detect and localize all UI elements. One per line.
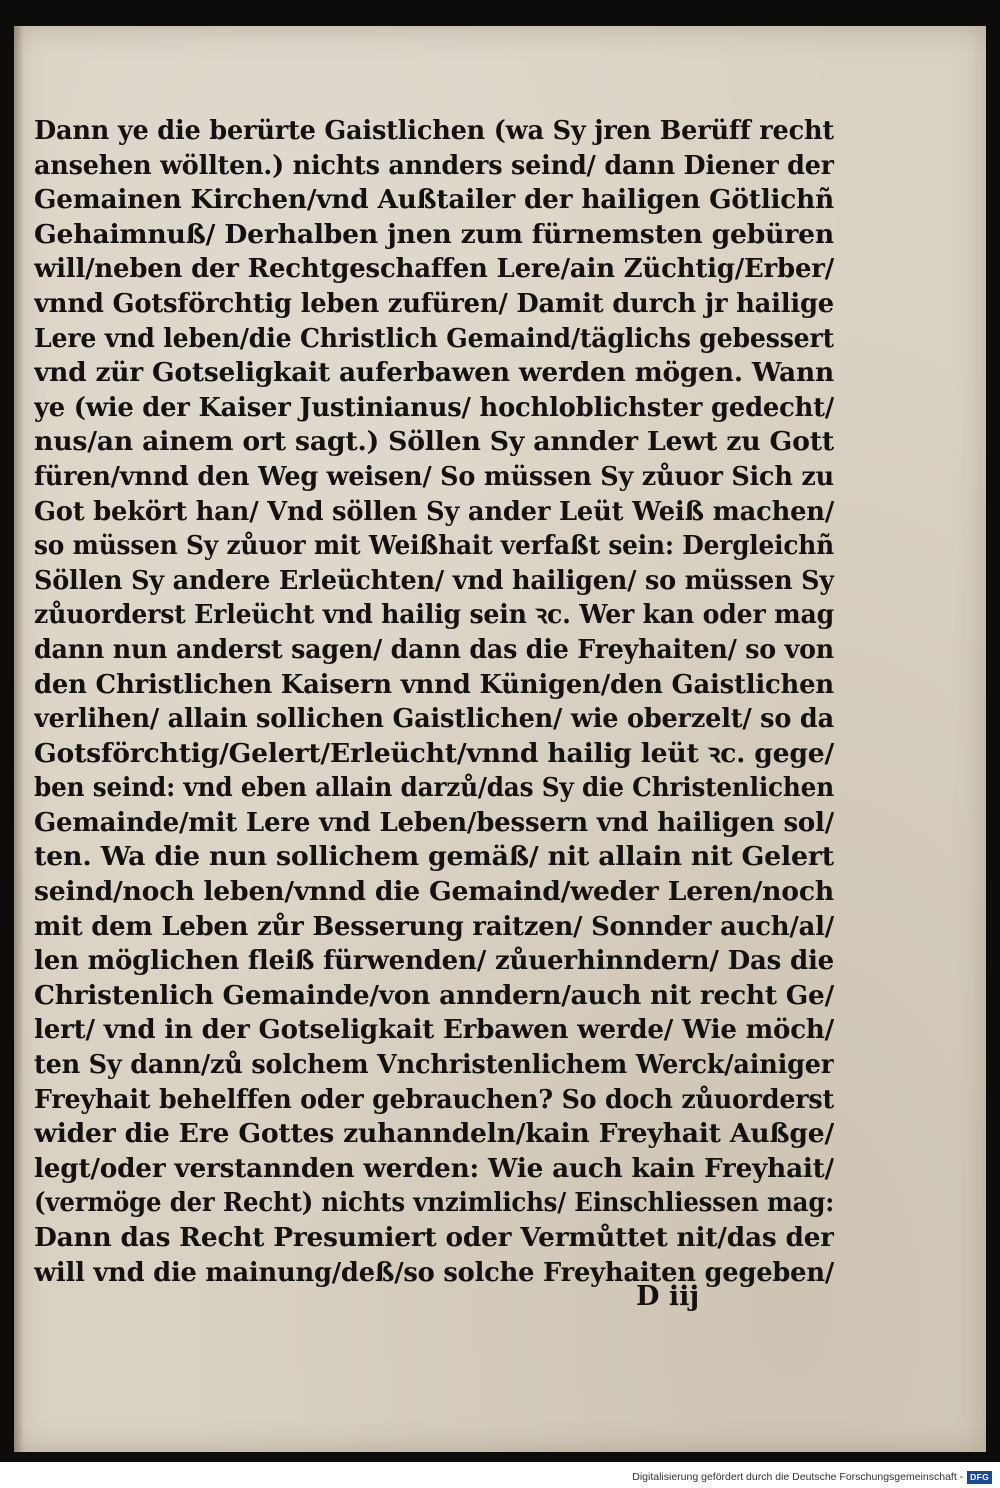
text-line: Gemainen Kirchen/vnd Außtailer der hailigen Götlichñ <box>34 185 835 216</box>
text-line: Gotsförchtig/Gelert/Erleücht/vnnd hailig leüt ꝛc. gege/ <box>34 738 835 769</box>
text-line: ye (wie der Kaiser Justinianus/ hochloblichster gedecht/ <box>34 392 835 423</box>
text-line: lert/ vnd in der Gotseligkait Erbawen werde/ Wie möch/ <box>34 1015 834 1046</box>
text-line: legt/oder verstannden werden: Wie auch kain Freyhait/ <box>34 1153 835 1184</box>
text-line: Christenlich Gemainde/von anndern/auch nit recht Ge/ <box>34 980 835 1011</box>
signature-mark: D iij <box>636 1281 700 1312</box>
text-line: will/neben der Rechtgeschaffen Lere/ain Züchtig/Erber/ <box>34 254 835 285</box>
text-line: Got bekört han/ Vnd söllen Sy ander Leüt Weiß machen/ <box>34 496 835 527</box>
footer-credit-text: Digitalisierung gefördert durch die Deutsche Forschungsgemeinschaft - <box>632 1471 964 1483</box>
text-line: füren/vnnd den Weg weisen/ So müssen Sy zůuor Sich zu <box>34 461 834 492</box>
text-line: Dann ye die berürte Gaistlichen (wa Sy jren Berüff recht <box>34 116 834 146</box>
text-line: wider die Ere Gottes zuhanndeln/kain Freyhait Außge/ <box>34 1119 835 1150</box>
text-line: mit dem Leben zůr Besserung raitzen/ Sonnder auch/al/ <box>34 911 835 942</box>
text-line: Lere vnd leben/die Christlich Gemaind/täglichs gebessert <box>34 323 835 354</box>
text-line: seind/noch leben/vnnd die Gemaind/weder Leren/noch <box>34 877 835 908</box>
text-line: vnnd Gotsförchtig leben zufüren/ Damit durch jr hailige <box>34 288 835 319</box>
text-line: will vnd die mainung/deß/so solche Freyhaiten gegeben/ <box>34 1257 835 1288</box>
text-line: ten Sy dann/zů solchem Vnchristenlichem Werck/ainiger <box>34 1050 835 1081</box>
dfg-logo-icon: DFG <box>967 1471 992 1484</box>
text-line: dann nun anderst sagen/ dann das die Freyhaiten/ so von <box>34 634 835 665</box>
text-line: Gehaimnuß/ Derhalben jnen zum fürnemsten gebüren <box>34 219 835 250</box>
text-line: Söllen Sy andere Erleüchten/ vnd hailigen/ so müssen Sy <box>34 565 834 596</box>
text-line: ansehen wöllten.) nichts annders seind/ dann Diener der <box>34 150 834 181</box>
book-page <box>14 26 986 1452</box>
text-line: Gemainde/mit Lere vnd Leben/bessern vnd hailigen sol/ <box>34 807 835 838</box>
page-edge-shadow <box>14 26 24 1452</box>
text-line: Freyhait behelffen oder gebrauchen? So doch zůuorderst <box>34 1084 835 1115</box>
text-line: so müssen Sy zůuor mit Weißhait verfaßt sein: Dergleichñ <box>34 531 835 562</box>
text-line: verlihen/ allain sollichen Gaistlichen/ wie oberzelt/ so da <box>34 704 834 735</box>
text-line: ten. Wa die nun sollichem gemäß/ nit allain nit Gelert <box>34 842 834 873</box>
text-line: (vermöge der Recht) nichts vnzimlichs/ Einschliessen mag: <box>34 1188 835 1219</box>
text-line: Dann das Recht Presumiert oder Vermůttet nit/das der <box>34 1223 834 1253</box>
page-text-block <box>34 114 834 1290</box>
text-line: nus/an ainem ort sagt.) Söllen Sy annder Lewt zu Gott <box>34 427 835 458</box>
footer-credit <box>632 1468 992 1486</box>
text-line: len möglichen fleiß fürwenden/ zůuerhinndern/ Das die <box>34 946 835 977</box>
text-line: vnd zür Gotseligkait auferbawen werden mögen. Wann <box>34 358 834 389</box>
text-line: zůuorderst Erleücht vnd hailig sein ꝛc. Wer kan oder mag <box>34 600 835 631</box>
text-line: ben seind: vnd eben allain darzů/das Sy die Christenlichen <box>34 773 834 804</box>
text-line: den Christlichen Kaisern vnnd Künigen/den Gaistlichen <box>34 669 835 700</box>
